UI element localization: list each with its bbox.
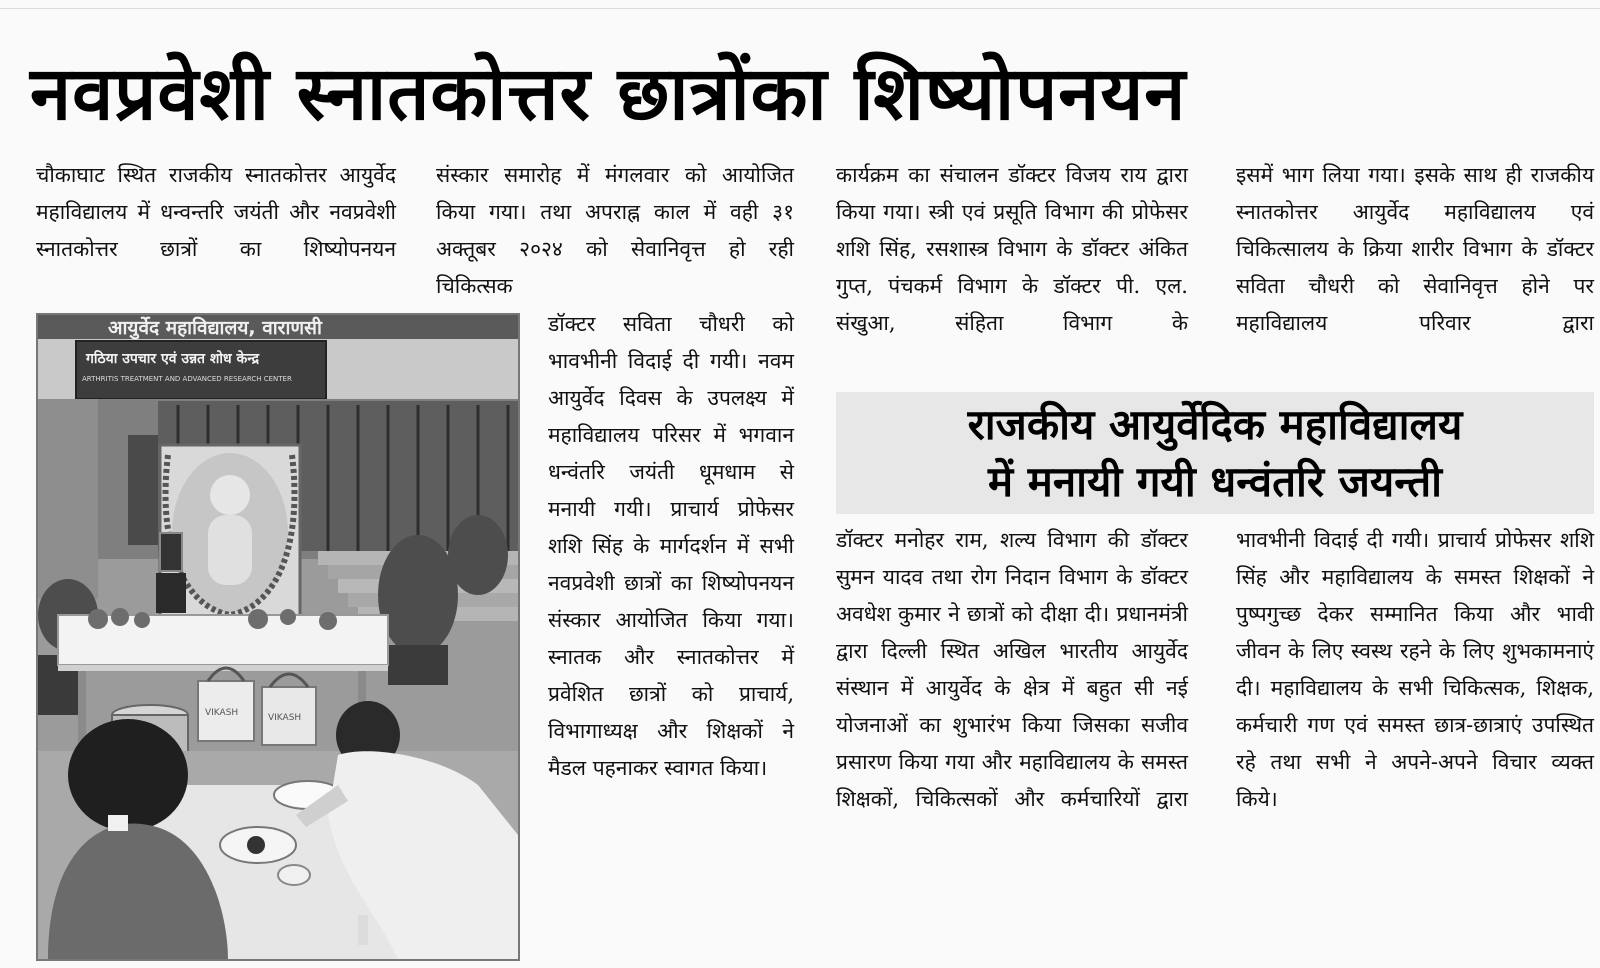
board-text-line-3: ARTHRITIS TREATMENT AND ADVANCED RESEARCH CENTER [82, 375, 292, 383]
article-column-4-bottom: भावभीनी विदाई दी गयी। प्राचार्य प्रोफेसर शशि सिंह और महाविद्यालय के समस्त शिक्षकों ने पुष्पगुच्छ देकर सम्मानित किया और भावी जीवन के लिए स्वस्थ रहने के लिए शुभकामनाएं दी। महाविद्यालय के सभी चिकित्सक, शिक्षक, कर्मचारी गण एवं समस्त छात्र-छात्राएं उपस्थित रहे तथा सभी ने अपने-अपने विचार व्यक्त किये। [1236, 528, 1594, 811]
sub-headline-box [836, 392, 1594, 514]
top-page-edge [0, 0, 1600, 9]
headline: नवप्रवेशी स्नातकोत्तर छात्रोंका शिष्योपनयन [30, 51, 1187, 137]
article-column-3-bottom: डॉक्टर मनोहर राम, शल्य विभाग की डॉक्टर सुमन यादव तथा रोग निदान विभाग के डॉक्टर अवधेश कुमार ने छात्रों को दीक्षा दी। प्रधानमंत्री द्वारा दिल्ली स्थित अखिल भारतीय आयुर्वेद संस्थान में आयुर्वेद के क्षेत्र में बहुत सी नई योजनाओं का शुभारंभ किया जिसका सजीव प्रसारण किया गया और महाविद्यालय के समस्त शिक्षकों, चिकित्सकों और कर्मचारियों द्वारा [836, 528, 1188, 811]
article-column-4-top: इसमें भाग लिया गया। इसके साथ ही राजकीय स्नातकोत्तर आयुर्वेद महाविद्यालय एवं चिकित्सालय के क्रिया शारीर विभाग के डॉक्टर सविता चौधरी को सेवानिवृत्त होने पर महाविद्यालय परिवार द्वारा [1236, 163, 1594, 335]
board-text-line-2: गठिया उपचार एवं उन्नत शोध केन्द्र [86, 351, 260, 367]
sub-headline-line-1: राजकीय आयुर्वेदिक महाविद्यालय [967, 400, 1463, 449]
gift-bag-text-2: VIKASH [268, 713, 302, 723]
article-column-2-top: संस्कार समारोह में मंगलवार को आयोजित किया गया। तथा अपराह्न काल में वही ३१ अक्तूबर २०२४ को सेवानिवृत्त हो रही चिकित्सक [436, 163, 794, 298]
event-photo [36, 313, 520, 961]
gift-bag-text-1: VIKASH [205, 708, 239, 718]
article-column-3-top: कार्यक्रम का संचालन डॉक्टर विजय राय द्वारा किया गया। स्त्री एवं प्रसूति विभाग की प्रोफेसर शशि सिंह, रसशास्त्र विभाग के डॉक्टर अंकित गुप्त, पंचकर्म विभाग के डॉक्टर पी. एल. संखुआ, संहिता विभाग के [836, 163, 1188, 335]
sub-headline-line-2: में मनायी गयी धन्वंतरि जयन्ती [987, 457, 1443, 506]
article-column-1: चौकाघाट स्थित राजकीय स्नातकोत्तर आयुर्वेद महाविद्यालय में धन्वन्तरि जयंती और नवप्रवेशी स्नातकोत्तर छात्रों का शिष्योपनयन [36, 163, 396, 261]
article-column-2-beside-photo: डॉक्टर सविता चौधरी को भावभीनी विदाई दी गयी। नवम आयुर्वेद दिवस के उपलक्ष्य में महाविद्यालय परिसर में भगवान धन्वंतरि जयंती धूमधाम से मनायी गयी। प्राचार्य प्रोफेसर शशि सिंह के मार्गदर्शन में सभी नवप्रवेशी छात्रों का शिष्योपनयन संस्कार आयोजित किया गया। स्नातक और स्नातकोत्तर में प्रवेशित छात्रों को प्राचार्य, विभागाध्यक्ष और शिक्षकों ने मैडल पहनाकर स्वागत किया। [548, 312, 794, 780]
board-text-line-1: आयुर्वेद महाविद्यालय, वाराणसी [108, 317, 322, 339]
